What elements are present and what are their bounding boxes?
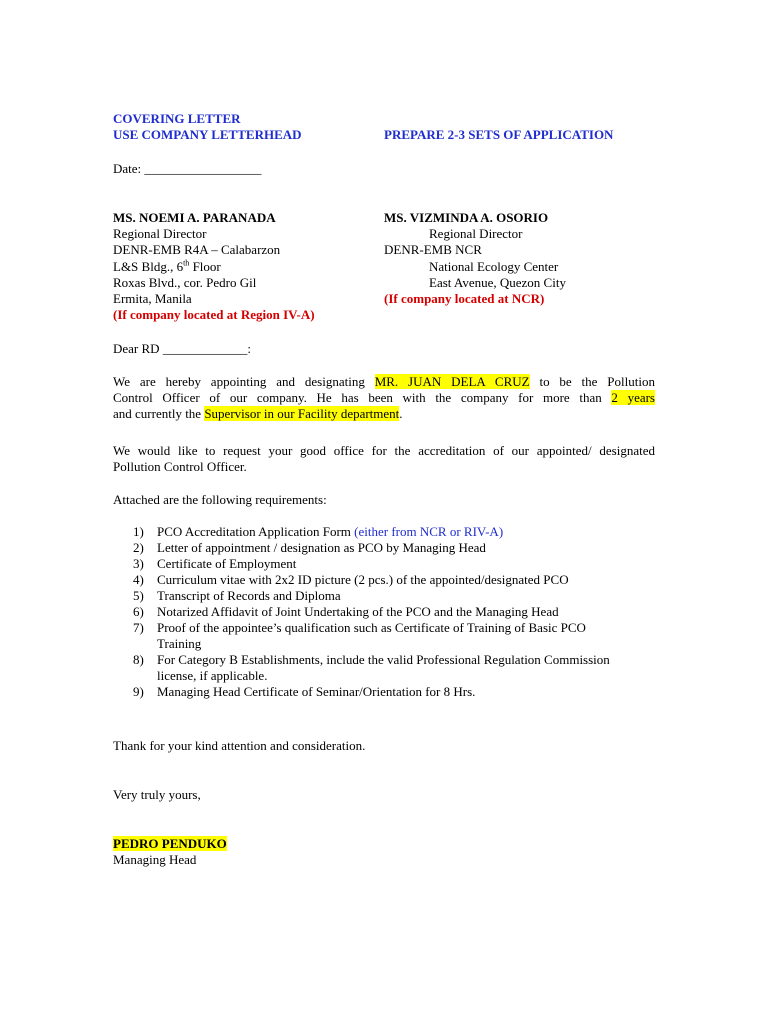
building-prefix: L&S Bldg., 6 [113, 259, 184, 274]
list-number: 9) [133, 684, 144, 699]
appointment-line-3 [113, 406, 655, 422]
list-item [113, 620, 653, 652]
addressee-right-street: East Avenue, Quezon City [429, 275, 566, 290]
list-text-continued: license, if applicable. [157, 668, 268, 683]
addressee-right-name: MS. VIZMINDA A. OSORIO [384, 210, 549, 225]
appointment-line-1 [113, 374, 655, 390]
list-text: Curriculum vitae with 2x2 ID picture (2 pcs.) of the appointed/designated PCO [157, 572, 569, 587]
list-text: Transcript of Records and Diploma [157, 588, 341, 603]
addressee-right-office: DENR-EMB NCR [384, 242, 482, 257]
list-number: 8) [133, 652, 144, 667]
list-item [113, 572, 653, 588]
appointment-line-2 [113, 390, 655, 406]
list-text: Certificate of Employment [157, 556, 297, 571]
list-text: Proof of the appointee’s qualification such as Certificate of Training of Basic PCO [157, 620, 586, 635]
building-ordinal: th [183, 258, 190, 268]
list-number: 4) [133, 572, 144, 587]
list-item [113, 556, 653, 572]
requirements-list [113, 524, 653, 700]
signatory-name-text: PEDRO PENDUKO [113, 836, 227, 851]
list-text: Notarized Affidavit of Joint Undertaking of the PCO and the Managing Head [157, 604, 559, 619]
salutation: Dear RD _____________: [113, 341, 251, 356]
list-text: For Category B Establishments, include the valid Professional Regulation Commission [157, 652, 610, 667]
addressee-right-title: Regional Director [429, 226, 523, 241]
tenure-years: 2 years [611, 390, 655, 405]
list-item [113, 652, 653, 684]
addressee-right-center: National Ecology Center [429, 259, 559, 274]
request-line-2: Pollution Control Officer. [113, 459, 247, 474]
list-item [113, 684, 653, 700]
list-item [113, 524, 653, 540]
signatory-name [113, 836, 227, 852]
date-line: Date: __________________ [113, 161, 262, 176]
list-text: PCO Accreditation Application Form [157, 524, 355, 539]
doc-heading-prepare-sets: PREPARE 2-3 SETS OF APPLICATION [384, 127, 614, 142]
appointee-name: MR. JUAN DELA CRUZ [374, 374, 530, 389]
list-item [113, 588, 653, 604]
appointment-text: to be the Pollution [529, 374, 655, 389]
addressee-left-city: Ermita, Manila [113, 291, 192, 306]
list-number: 3) [133, 556, 144, 571]
addressee-left-street: Roxas Blvd., cor. Pedro Gil [113, 275, 257, 290]
request-paragraph [113, 443, 655, 475]
addressee-left-note: (If company located at Region IV-A) [113, 307, 315, 322]
addressee-left-name: MS. NOEMI A. PARANADA [113, 210, 276, 225]
appointment-text: Control Officer of our company. He has been with the company for more than [113, 390, 612, 405]
appointment-text: . [399, 406, 403, 421]
appointment-text: and currently the [113, 406, 205, 421]
requirements-intro: Attached are the following requirements: [113, 492, 327, 507]
addressee-left-office: DENR-EMB R4A – Calabarzon [113, 242, 281, 257]
addressee-left-building [113, 259, 221, 275]
closing-salutation: Very truly yours, [113, 787, 201, 802]
list-note: (either from NCR or RIV-A) [354, 524, 504, 539]
list-number: 2) [133, 540, 144, 555]
appointee-position: Supervisor in our Facility department [204, 406, 400, 421]
list-number: 1) [133, 524, 144, 539]
doc-heading-covering-letter: COVERING LETTER [113, 111, 241, 126]
list-number: 5) [133, 588, 144, 603]
list-text: Letter of appointment / designation as PCO by Managing Head [157, 540, 486, 555]
list-number: 7) [133, 620, 144, 635]
closing-thanks: Thank for your kind attention and consideration. [113, 738, 366, 753]
signatory-title: Managing Head [113, 852, 197, 867]
request-line-1: We would like to request your good office for the accreditation of our appointed/ designated [113, 443, 655, 458]
appointment-paragraph [113, 374, 655, 422]
list-number: 6) [133, 604, 144, 619]
list-item [113, 604, 653, 620]
doc-heading-letterhead: USE COMPANY LETTERHEAD [113, 127, 302, 142]
list-text: Managing Head Certificate of Seminar/Orientation for 8 Hrs. [157, 684, 476, 699]
list-item [113, 540, 653, 556]
building-suffix: Floor [189, 259, 221, 274]
appointment-text: We are hereby appointing and designating [113, 374, 375, 389]
addressee-left-title: Regional Director [113, 226, 207, 241]
addressee-right-note: (If company located at NCR) [384, 291, 545, 306]
list-text-continued: Training [157, 636, 202, 651]
